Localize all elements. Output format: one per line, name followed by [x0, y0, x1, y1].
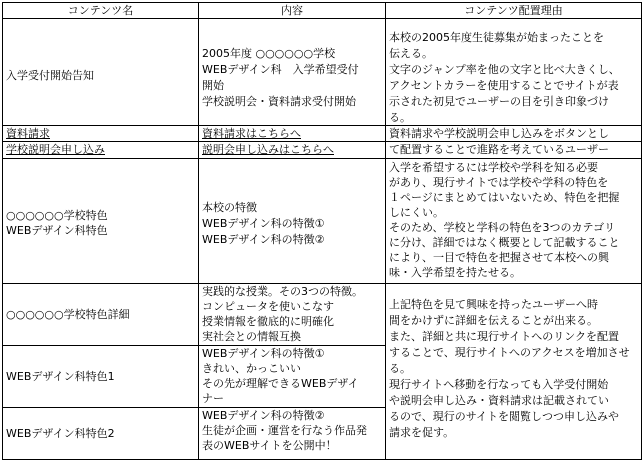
row-feature-detail-content-cell [198, 283, 386, 346]
row-admission-reason-cell [385, 18, 642, 126]
reason-line: １ページにまとめてはいないため、特色を把握 [389, 191, 620, 204]
row-web-feature2-content-cell [198, 407, 386, 460]
content-line: WEBデザイン科の特徴② [202, 409, 325, 422]
content-line: WEBデザイン科の特徴① [202, 217, 325, 230]
row-request-content-cell [198, 125, 386, 142]
row-feature-detail-name: ○○○○○○学校特色詳細 [6, 308, 130, 321]
row-request-name: 資料請求 [6, 127, 50, 140]
content-line: 生徒が企画・運営を行なう作品発 [202, 424, 367, 437]
reason-line: る。 [389, 362, 411, 375]
reason-line: 現行サイトへ移動を行なっても入学受付開始 [389, 378, 609, 391]
row-web-feature2-name: WEBデザイン科特色2 [6, 427, 115, 440]
row-briefing-name-cell [2, 141, 199, 159]
row-admission-name-cell [2, 18, 199, 126]
reason-line: そのため、学校と学科の特色を3つのカテゴリ [389, 221, 616, 234]
row-features-name: WEBデザイン科特色 [6, 224, 108, 237]
row-feature-detail-name-cell [2, 283, 199, 346]
content-line: 資料請求はこちらへ [202, 127, 301, 140]
reason-line: 文字のジャンプ率を他の文字と比べ大きくし、 [389, 63, 620, 76]
row-features-name-cell [2, 158, 199, 284]
content-line: WEBデザイン科の特徴② [202, 233, 325, 246]
reason-line: また、詳細と共に現行サイトへのリンクを配置 [389, 330, 620, 343]
header-cell-content-name [2, 2, 199, 19]
content-line: きれい、かっこいい [202, 362, 301, 375]
reason-line: 資料請求や学校説明会申し込みをボタンとし [389, 127, 609, 140]
reason-line: することで、現行サイトへのアクセスを増加させ [389, 346, 630, 359]
reason-line: 間をかけずに詳細を伝えることが出来る。 [389, 314, 598, 327]
header-cell-reason [385, 2, 642, 19]
reason-line: るので、現行のサイトを閲覧しつつ申し込みや [389, 410, 620, 423]
content-line: その先が理解できるWEBデザイ [202, 377, 359, 390]
row-features-reason-cell [385, 158, 642, 284]
reason-line: 入学を希望するには学校や学科を知る必要 [389, 161, 598, 174]
content-line: 学校説明会・資料請求受付開始 [202, 95, 356, 108]
row-features-name: ○○○○○○学校特色 [6, 209, 108, 222]
content-line: 説明会申し込みはこちらへ [202, 143, 334, 156]
header-cell-contents [198, 2, 386, 19]
reason-line: しにくい。 [389, 206, 444, 219]
content-line: WEBデザイン科の特徴① [202, 347, 325, 360]
row-web-feature1-name-cell [2, 345, 199, 408]
row-admission-content-cell [198, 18, 386, 126]
row-briefing-content-cell [198, 141, 386, 159]
reason-line: 請求を促す。 [389, 426, 455, 439]
header-label-content-name: コンテンツ名 [67, 4, 134, 17]
header-label-reason: コンテンツ配置理由 [464, 4, 563, 17]
row-details-reason-cell [385, 283, 642, 460]
content-line: コンピュータを使いこなす [202, 300, 334, 313]
content-line: 実社会との情報互換 [202, 330, 301, 343]
header-label-contents: 内容 [281, 4, 303, 17]
reason-line: 伝える。 [389, 47, 433, 60]
row-web-feature2-name-cell [2, 407, 199, 460]
row-features-content-cell [198, 158, 386, 284]
row-web-feature1-name: WEBデザイン科特色1 [6, 370, 115, 383]
content-line: ナー [202, 392, 224, 405]
reason-line: があり、現行サイトでは学校や学科の特色を [389, 176, 609, 189]
row-briefing-reason-cell [385, 141, 642, 159]
reason-line: る。 [389, 111, 411, 124]
content-line: 実践的な授業。その3つの特徴。 [202, 285, 363, 298]
reason-line: により、一目で特色を把握させて本校への興 [389, 251, 609, 264]
content-line: 開始 [202, 79, 224, 92]
content-line: 授業情報を徹底的に明確化 [202, 315, 334, 328]
reason-line: 上記特色を見て興味を持ったユーザーへ時 [389, 298, 598, 311]
content-line: 本校の特徴 [202, 201, 257, 214]
reason-line: に分け、詳細ではなく概要として記載すること [389, 236, 620, 249]
row-request-reason-cell [385, 125, 642, 142]
reason-line: 本校の2005年度生徒募集が始まったことを [389, 31, 604, 44]
reason-line: アクセントカラーを使用することでサイトが表 [389, 79, 619, 92]
row-admission-name: 入学受付開始告知 [6, 69, 94, 82]
reason-line: 味・入学希望を持たせる。 [389, 266, 521, 279]
content-line: 表のWEBサイトを公開中！ [202, 439, 337, 452]
reason-line: や説明会申し込み・資料請求は記載されてい [389, 394, 609, 407]
row-request-name-cell [2, 125, 199, 142]
row-web-feature1-content-cell [198, 345, 386, 408]
row-briefing-name: 学校説明会申し込み [6, 143, 105, 156]
reason-line: て配置することで進路を考えているユーザー [389, 143, 609, 156]
content-line: 2005年度 ○○○○○○学校 [202, 47, 336, 60]
content-line: WEBデザイン科 入学希望受付 [202, 63, 359, 76]
reason-line: 示された初見でユーザーの目を引き印象づけ [389, 95, 609, 108]
